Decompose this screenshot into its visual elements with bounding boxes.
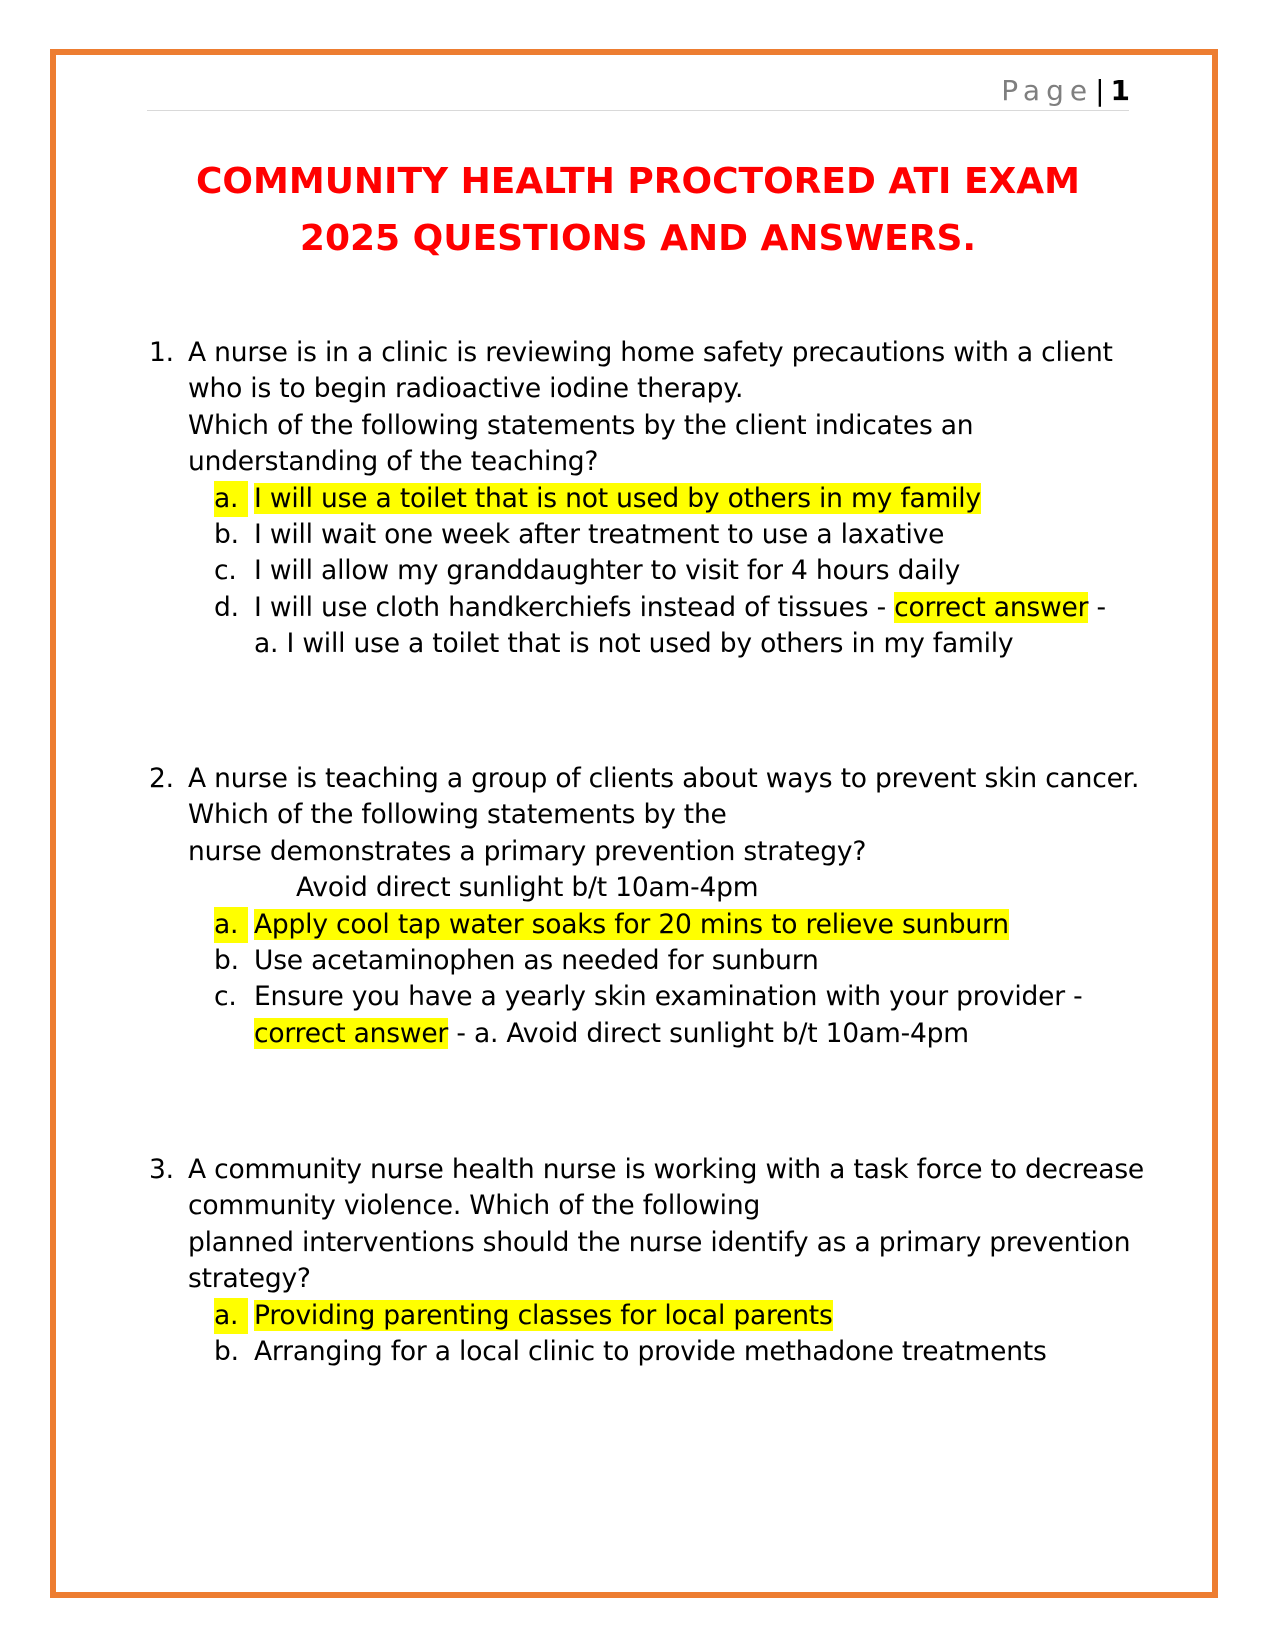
option-text: I will use cloth handkerchiefs instead of tissues - correct answer - bbox=[254, 591, 1106, 623]
page-number: 1 bbox=[1110, 74, 1130, 107]
option-a-highlighted bbox=[147, 907, 1147, 943]
option-a-highlighted bbox=[147, 481, 1147, 517]
option-c bbox=[147, 979, 1147, 1015]
option-b bbox=[147, 1334, 1147, 1370]
option-letter: a. bbox=[214, 481, 248, 517]
option-c bbox=[147, 553, 1147, 589]
document-title bbox=[147, 153, 1129, 267]
question-stem-line: understanding of the teaching? bbox=[188, 446, 599, 478]
option-letter: c. bbox=[214, 555, 237, 587]
question-stem-line: 1. A nurse is in a clinic is reviewing home safety precautions with a client bbox=[147, 335, 1147, 371]
option-letter: d. bbox=[214, 591, 239, 623]
option-text: Arranging for a local clinic to provide methadone treatments bbox=[254, 1336, 1047, 1368]
option-text: I will use a toilet that is not used by others in my family bbox=[254, 482, 981, 514]
option-a-highlighted bbox=[147, 1298, 1147, 1334]
answer-continuation: correct answer - a. Avoid direct sunlight b/t 10am-4pm bbox=[254, 1017, 969, 1049]
option-text: Use acetaminophen as needed for sunburn bbox=[254, 945, 819, 977]
option-d bbox=[147, 590, 1147, 626]
question-3 bbox=[147, 1152, 1147, 1370]
option-letter: a. bbox=[214, 1298, 248, 1334]
option-text: Apply cool tap water soaks for 20 mins to relieve sunburn bbox=[254, 908, 1009, 940]
option-b bbox=[147, 517, 1147, 553]
question-number: 3. bbox=[149, 1154, 174, 1185]
page-number-header bbox=[1001, 74, 1130, 107]
question-stem-line: Which of the following statements by the client indicates an bbox=[188, 409, 974, 441]
question-1 bbox=[147, 335, 1147, 663]
option-text: Providing parenting classes for local parents bbox=[254, 1299, 833, 1331]
option-text: I will allow my granddaughter to visit for 4 hours daily bbox=[254, 555, 961, 587]
page-separator: | bbox=[1095, 74, 1105, 107]
option-letter: b. bbox=[214, 519, 239, 551]
question-2 bbox=[147, 761, 1147, 1052]
option-letter: a. bbox=[214, 907, 248, 943]
question-number: 2. bbox=[149, 763, 174, 794]
title-line-1: COMMUNITY HEALTH PROCTORED ATI EXAM bbox=[196, 161, 1080, 202]
option-letter: b. bbox=[214, 945, 239, 977]
question-stem-line: community violence. Which of the following bbox=[188, 1190, 761, 1222]
correct-answer-marker: correct answer bbox=[894, 591, 1089, 623]
option-text: I will wait one week after treatment to use a laxative bbox=[254, 519, 945, 551]
question-stem-line: 2. A nurse is teaching a group of clients about ways to prevent skin cancer. bbox=[147, 761, 1147, 797]
question-number: 1. bbox=[149, 337, 174, 368]
page-label: Page bbox=[1001, 74, 1094, 107]
header-rule bbox=[147, 110, 1129, 111]
question-stem-line: who is to begin radioactive iodine therapy. bbox=[188, 373, 744, 405]
option-text: Ensure you have a yearly skin examination with your provider - bbox=[254, 981, 1083, 1013]
question-stem-line: nurse demonstrates a primary prevention strategy? bbox=[188, 835, 867, 867]
question-stem-line: planned interventions should the nurse identify as a primary prevention bbox=[188, 1226, 1131, 1258]
option-letter: b. bbox=[214, 1336, 239, 1368]
question-stem-line: Which of the following statements by the bbox=[188, 799, 727, 831]
answer-continuation: a. I will use a toilet that is not used by others in my family bbox=[254, 628, 1014, 660]
correct-answer-marker: correct answer bbox=[254, 1017, 449, 1049]
option-b bbox=[147, 943, 1147, 979]
option-letter: c. bbox=[214, 981, 237, 1013]
stray-answer-line: Avoid direct sunlight b/t 10am-4pm bbox=[296, 872, 759, 904]
question-stem-line: strategy? bbox=[188, 1263, 311, 1295]
question-stem-line: 3. A community nurse health nurse is working with a task force to decrease bbox=[147, 1152, 1147, 1188]
title-line-2: 2025 QUESTIONS AND ANSWERS. bbox=[299, 218, 977, 259]
